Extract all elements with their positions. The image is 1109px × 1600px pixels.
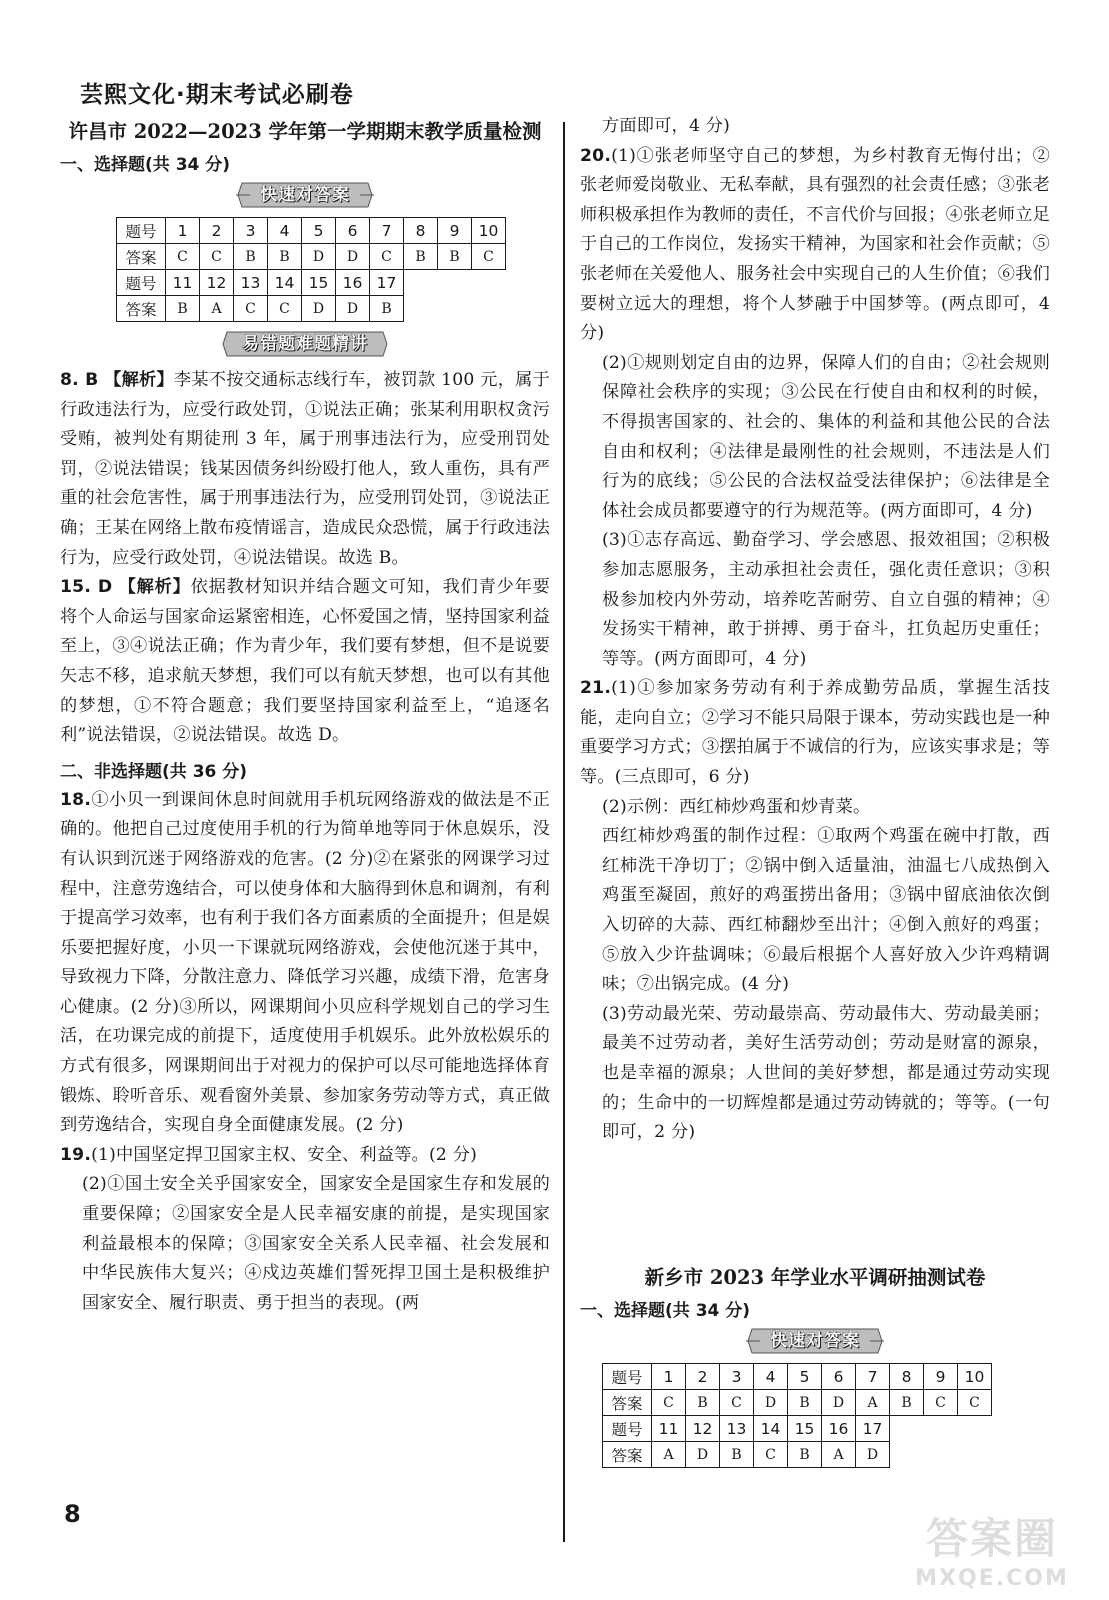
watermark-logo (897, 1506, 1087, 1592)
table-cell: 2 (686, 1364, 720, 1390)
table-row (117, 244, 506, 270)
table-row (603, 1390, 992, 1416)
table-cell: 17 (856, 1416, 890, 1442)
table-row (117, 218, 506, 244)
table-row (603, 1364, 992, 1390)
table-cell: 16 (822, 1416, 856, 1442)
table-cell: 1 (652, 1364, 686, 1390)
analysis-tag: 【解析】 (118, 577, 191, 598)
exam1-section2-heading: 二、非选择题(共 36 分) (60, 761, 248, 782)
table-cell: A (652, 1442, 686, 1468)
table-cell-empty (958, 1442, 992, 1468)
answer-text: (1)①张老师坚守自己的梦想，为乡村教育无悔付出；②张老师爱岗敬业、无私奉献，具有强烈的社会责任感；③张老师积极承担作为教师的责任，不言代价与回报；④张老师立足于自己的工作岗位，发扬实干精神，为国家和社会作贡献；⑤张老师在关爱他人、服务社会中实现自己的人生价值；⑥我们要树立远大的理想，将个人梦融于中国梦等。(两点即可，4 分) (580, 145, 1050, 344)
exam2-section1-heading: 一、选择题(共 34 分) (580, 1301, 751, 1321)
question-number: 20. (580, 145, 612, 166)
question-number: 21. (580, 678, 612, 699)
table-cell: 题号 (117, 270, 166, 296)
table-cell: 答案 (117, 296, 166, 322)
table-cell: C (234, 296, 268, 322)
answer-q21-part4: (3)劳动最光荣、劳动最崇高、劳动最伟大、劳动最美丽；最美不过劳动者，美好生活劳动创；劳动是财富的源泉，也是幸福的源泉；人世间的美好梦想，都是通过劳动实现的；生命中的一切辉煌都是通过劳动铸就的；等等。(一句即可，2 分) (602, 1003, 1050, 1143)
answer-q19-part1 (60, 1141, 550, 1171)
table-cell: 5 (788, 1364, 822, 1390)
answer-q8 (60, 366, 550, 573)
table-cell: 答案 (117, 244, 166, 270)
table-cell: C (268, 296, 302, 322)
table-cell: 12 (200, 270, 234, 296)
table-cell: C (924, 1390, 958, 1416)
exam1-title: 许昌市 2022—2023 学年第一学期期末教学质量检测 (68, 120, 542, 143)
table-cell-empty (472, 296, 506, 322)
exam2-banner-answers (746, 1327, 884, 1355)
table-cell: 9 (438, 218, 472, 244)
table-cell: 3 (720, 1364, 754, 1390)
column-divider (563, 122, 565, 1542)
table-cell: C (166, 244, 200, 270)
table-cell: C (472, 244, 506, 270)
table-cell: 6 (336, 218, 370, 244)
question-number: 18. (60, 789, 92, 810)
table-cell: B (404, 244, 438, 270)
exam1-banner-analysis (221, 330, 389, 358)
table-row (117, 270, 506, 296)
table-cell: 16 (336, 270, 370, 296)
answer-text: (1)①参加家务劳动有利于养成勤劳品质，掌握生活技能，走向自立；②学习不能只局限于课本，劳动实践也是一种重要学习方式；③摆拍属于不诚信的行为，应该实事求是；等等。(三点即可，6 分) (580, 678, 1050, 788)
table-cell: 17 (370, 270, 404, 296)
table-cell-empty (438, 296, 472, 322)
answer-q18 (60, 786, 550, 1141)
answer-q20-part2: (2)①规则划定自由的边界，保障人们的自由；②社会规则保障社会秩序的实现；③公民在行使自由和权利的时候，不得损害国家的、社会的、集体的利益和其他公民的合法自由和权利；④法律是最刚性的社会规则，不违法是人们行为的底线；⑤公民的合法权益受法律保护；⑥法律是全体社会成员都要遵守的行为规范等。(两方面即可，4 分) (602, 352, 1050, 521)
answer-text: 依据教材知识并结合题文可知，我们青少年要将个人命运与国家命运紧密相连，心怀爱国之情，坚持国家利益至上，③④说法正确；作为青少年，我们要有梦想，但不是说要矢志不移，追求航天梦想，我们可以有航天梦想，也可以有其他的梦想，①不符合题意；我们要坚持国家利益至上，“追逐名利”说法错误，②说法错误。故选 D。 (60, 577, 550, 746)
banner-answers-label: 快速对答案 (770, 1331, 860, 1351)
table-cell: B (268, 244, 302, 270)
table-cell: 11 (166, 270, 200, 296)
table-cell: B (438, 244, 472, 270)
table-cell: 13 (234, 270, 268, 296)
table-cell: 4 (268, 218, 302, 244)
banner-analysis-label: 易错题难题精讲 (242, 334, 368, 354)
table-cell: 14 (268, 270, 302, 296)
table-cell: 10 (958, 1364, 992, 1390)
table-cell: 2 (200, 218, 234, 244)
page-number: 8 (64, 1500, 81, 1528)
answer-text: ①小贝一到课间休息时间就用手机玩网络游戏的做法是不正确的。他把自己过度使用手机的行为简单地等同于休息娱乐，没有认识到沉迷于网络游戏的危害。(2 分)②在紧张的网课学习过程中，注意劳逸结合，可以使身体和大脑得到休息和调剂，有利于提高学习效率，也有利于我们各方面素质的全面提升；但是娱乐要把握好度，小贝一下课就玩网络游戏，会使他沉迷于其中，导致视力下降，分散注意力、降低学习兴趣，成绩下滑，危害身心健康。(2 分)③所以，网课期间小贝应科学规划自己的学习生活，在功课完成的前提下，适度使用手机娱乐。此外放松娱乐的方式有很多，网课期间出于对视力的保护可以尽可能地选择体育锻炼、聆听音乐、观看窗外美景、参加家务劳动等方式，真正做到劳逸结合，实现自身全面健康发展。(2 分) (60, 789, 550, 1136)
table-cell: B (788, 1442, 822, 1468)
answer-q20-part1 (580, 142, 1050, 349)
table-cell: C (754, 1442, 788, 1468)
answer-text: 李某不按交通标志线行车，被罚款 100 元，属于行政违法行为，应受行政处罚，①说法正确；张某利用职权贪污受贿，被判处有期徒刑 3 年，属于刑事违法行为，应受刑罚处罚，②说法错误；钱某因债务纠纷殴打他人，致人重伤，具有严重的社会危害性，属于刑事违法行为，应受刑罚处罚，③说法正确；王某在网络上散布疫情谣言，造成民众恐慌，属于行政违法行为，应受行政处罚，④说法错误。故选 B。 (60, 370, 550, 568)
table-cell: C (958, 1390, 992, 1416)
analysis-tag: 【解析】 (104, 370, 174, 390)
answer-q19-part2: (2)①国土安全关乎国家安全，国家安全是国家生存和发展的重要保障；②国家安全是人民幸福安康的前提，是实现国家利益最根本的保障；③国家安全关系人民幸福、社会发展和中华民族伟大复兴；④戍边英雄们誓死捍卫国土是积极维护国家安全、履行职责、勇于担当的表现。(两 (82, 1174, 550, 1313)
table-cell: D (856, 1442, 890, 1468)
exam2-title: 新乡市 2023 年学业水平调研抽测试卷 (644, 1266, 986, 1289)
watermark-top: 答案圈 (925, 1514, 1058, 1563)
table-cell: A (200, 296, 234, 322)
answer-q19-continued: 方面即可，4 分) (602, 116, 731, 136)
table-cell-empty (924, 1442, 958, 1468)
table-cell: 9 (924, 1364, 958, 1390)
table-cell: 10 (472, 218, 506, 244)
table-cell: 题号 (603, 1364, 652, 1390)
table-cell-empty (924, 1416, 958, 1442)
table-cell: 8 (404, 218, 438, 244)
table-cell: 12 (686, 1416, 720, 1442)
table-cell: 题号 (603, 1416, 652, 1442)
table-cell: B (370, 296, 404, 322)
table-cell: D (822, 1390, 856, 1416)
table-cell: B (166, 296, 200, 322)
table-cell: B (720, 1442, 754, 1468)
table-row (603, 1416, 992, 1442)
table-row (603, 1442, 992, 1468)
table-cell: B (234, 244, 268, 270)
answer-q21-part2: (2)示例：西红柿炒鸡蛋和炒青菜。 (602, 796, 871, 817)
table-cell: 14 (754, 1416, 788, 1442)
table-cell-empty (958, 1416, 992, 1442)
table-cell: A (856, 1390, 890, 1416)
table-cell: 3 (234, 218, 268, 244)
table-cell-empty (404, 296, 438, 322)
answer-q20-part3: (3)①志存高远、勤奋学习、学会感恩、报效祖国；②积极参加志愿服务，主动承担社会责任，强化责任意识；③积极参加校内外劳动，培养吃苦耐劳、自立自强的精神；④发扬实干精神，敢于拼搏、勇于奋斗，扛负起历史重任；等等。(两方面即可，4 分) (602, 530, 1050, 669)
table-cell-empty (404, 270, 438, 296)
table-cell: C (200, 244, 234, 270)
table-cell: 6 (822, 1364, 856, 1390)
watermark-bottom: MXQE.COM (915, 1566, 1069, 1591)
table-cell: 11 (652, 1416, 686, 1442)
table-cell-empty (890, 1416, 924, 1442)
left-column (60, 116, 550, 1318)
table-cell-empty (438, 270, 472, 296)
answer-q21-part3: 西红柿炒鸡蛋的制作过程：①取两个鸡蛋在碗中打散，西红柿洗干净切丁；②锅中倒入适量油，油温七八成热倒入鸡蛋至凝固，煎好的鸡蛋捞出备用；③锅中留底油依次倒入切碎的大蒜、西红柿翻炒至出汁；④倒入煎好的鸡蛋；⑤放入少许盐调味；⑥最后根据个人喜好放入少许鸡精调味；⑦出锅完成。(4 分) (602, 826, 1050, 995)
banner-answers-label: 快速对答案 (260, 185, 350, 205)
table-cell: D (754, 1390, 788, 1416)
table-cell-empty (890, 1442, 924, 1468)
table-cell: 7 (856, 1364, 890, 1390)
answer-q15 (60, 573, 550, 751)
table-cell: 4 (754, 1364, 788, 1390)
table-cell: C (652, 1390, 686, 1416)
table-cell: C (370, 244, 404, 270)
right-column (580, 112, 1050, 1148)
header-brand: 芸熙文化·期末考试必刷卷 (80, 82, 354, 108)
table-cell: 7 (370, 218, 404, 244)
table-cell-empty (472, 270, 506, 296)
table-cell: 15 (302, 270, 336, 296)
table-cell: 13 (720, 1416, 754, 1442)
table-cell: 5 (302, 218, 336, 244)
table-cell: 答案 (603, 1442, 652, 1468)
table-row (117, 296, 506, 322)
question-number: 8. B (60, 370, 99, 390)
exam2-answer-table (602, 1363, 992, 1468)
table-cell: D (686, 1442, 720, 1468)
question-number: 15. D (60, 577, 113, 598)
table-cell: 答案 (603, 1390, 652, 1416)
table-cell: C (720, 1390, 754, 1416)
table-cell: B (788, 1390, 822, 1416)
answer-q21-part1 (580, 674, 1050, 792)
table-cell: D (336, 244, 370, 270)
table-cell: B (686, 1390, 720, 1416)
table-cell: D (336, 296, 370, 322)
table-cell: A (822, 1442, 856, 1468)
table-cell: D (302, 244, 336, 270)
table-cell: 8 (890, 1364, 924, 1390)
table-cell: D (302, 296, 336, 322)
exam1-section1-heading: 一、选择题(共 34 分) (60, 155, 231, 175)
table-cell: 15 (788, 1416, 822, 1442)
exam1-answer-table (116, 217, 506, 322)
exam2-block (580, 1262, 1050, 1468)
question-number: 19. (60, 1144, 92, 1165)
table-cell: B (890, 1390, 924, 1416)
table-cell: 题号 (117, 218, 166, 244)
answer-text: (1)中国坚定捍卫国家主权、安全、利益等。(2 分) (91, 1144, 477, 1165)
table-cell: 1 (166, 218, 200, 244)
exam1-banner-answers (236, 181, 374, 209)
